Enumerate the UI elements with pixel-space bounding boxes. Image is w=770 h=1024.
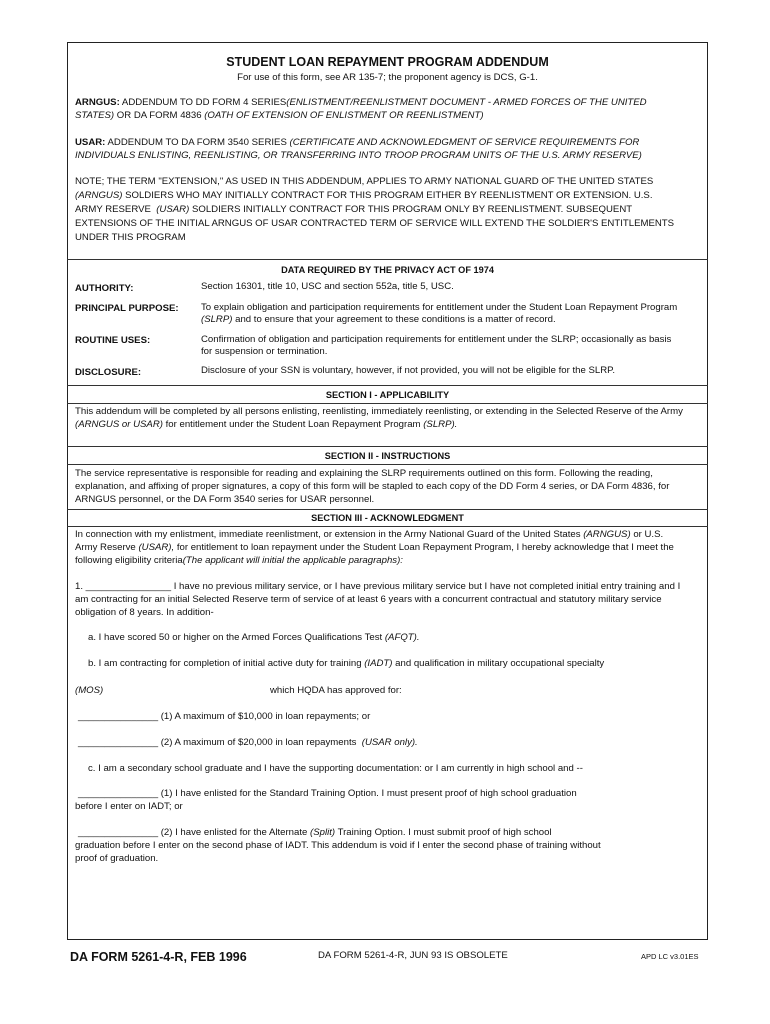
section-1-line-1: This addendum will be completed by all persons enlisting, reenlisting, immediately reenlisting, or extending in the Selected Reserve of the Army xyxy=(75,406,683,417)
section-2-line-3: ARNGUS personnel, or the DA Form 3540 series for USAR personnel. xyxy=(75,494,375,505)
divider xyxy=(67,259,708,260)
section-2-line-2: explanation, and affixing of proper signatures, a copy of this form will be stapled to each copy of the DD Form 4 series, or DA Form 4836, for xyxy=(75,481,670,492)
para-c2-text: _______________ (2) I have enlisted for the Alternate xyxy=(78,827,308,838)
routine-label: ROUTINE USES: xyxy=(75,335,151,346)
arngus-italic-3: (OATH OF EXTENSION OF ENLISTMENT OR REENLISTMENT) xyxy=(204,110,484,121)
para-b xyxy=(88,657,604,671)
intro-text: In connection with my enlistment, immediate reenlistment, or extension in the Army National Guard of the United States xyxy=(75,529,581,540)
section-3-intro-3 xyxy=(75,554,403,568)
privacy-heading: DATA REQUIRED BY THE PRIVACY ACT OF 1974 xyxy=(281,265,494,275)
section-3-heading: SECTION III - ACKNOWLEDGMENT xyxy=(311,513,464,523)
arngus-label: ARNGUS: xyxy=(75,97,120,108)
intro-text-end: or U.S. xyxy=(633,529,664,540)
para-c2-text-b: Training Option. I must submit proof of high school xyxy=(337,827,552,838)
divider xyxy=(67,526,708,527)
intro-text-3: following eligibility criteria xyxy=(75,555,183,566)
para-b2-text: _______________ (2) A maximum of $20,000 in loan repayments xyxy=(78,737,357,748)
mos-text: which HQDA has approved for: xyxy=(270,685,402,696)
para-c2-italic: (Split) xyxy=(310,827,336,838)
disclosure-text: Disclosure of your SSN is voluntary, however, if not provided, you will not be eligible for the SLRP. xyxy=(201,365,615,376)
usar-line-2: INDIVIDUALS ENLISTING, REENLISTING, OR TRANSFERRING INTO TROOP PROGRAM UNITS OF THE U.S. ARMY RESERVE) xyxy=(75,150,642,161)
section-1-italic-end: (SLRP). xyxy=(423,419,458,430)
purpose-italic: (SLRP) xyxy=(201,314,233,325)
form-subtitle: For use of this form, see AR 135-7; the proponent agency is DCS, G-1. xyxy=(237,72,538,83)
para-1-line-1[interactable]: 1. ________________ I have no previous military service, or I have previous military service but I have not completed initial entry training and I xyxy=(75,581,681,592)
authority-text: Section 16301, title 10, USC and section 552a, title 5, USC. xyxy=(201,281,454,292)
divider xyxy=(67,385,708,386)
note-line-5: UNDER THIS PROGRAM xyxy=(75,232,186,243)
para-b-text-2: and qualification in military occupational specialty xyxy=(395,658,605,669)
section-2-line-1: The service representative is responsible for reading and explaining the SLRP requirements outlined on this form. Following the reading, xyxy=(75,468,653,479)
obsolete-note: DA FORM 5261-4-R, JUN 93 IS OBSOLETE xyxy=(318,950,508,961)
intro-italic: (ARNGUS) xyxy=(583,529,631,540)
arngus-text-2: OR DA FORM 4836 xyxy=(116,110,202,121)
para-c2-line-3: proof of graduation. xyxy=(75,853,159,864)
section-3-intro-2 xyxy=(75,541,674,555)
arngus-line-2 xyxy=(75,109,484,123)
divider xyxy=(67,403,708,404)
para-b-italic: (IADT) xyxy=(364,658,393,669)
purpose-text: and to ensure that your agreement to these conditions is a matter of record. xyxy=(235,314,556,325)
version-label: APD LC v3.01ES xyxy=(641,952,699,961)
section-3-intro-1 xyxy=(75,528,663,542)
para-b1[interactable]: _______________ (1) A maximum of $10,000 in loan repayments; or xyxy=(78,711,371,722)
intro-italic-2: (USAR), xyxy=(138,542,175,553)
para-c2-line-1[interactable] xyxy=(78,826,552,840)
para-b2-italic: (USAR only). xyxy=(361,737,418,748)
note-text-3b: SOLDIERS INITIALLY CONTRACT FOR THIS PROGRAM ONLY BY REENLISTMENT. SUBSEQUENT xyxy=(191,204,633,215)
arngus-line-1 xyxy=(75,96,647,110)
form-title: STUDENT LOAN REPAYMENT PROGRAM ADDENDUM xyxy=(226,55,549,69)
purpose-line-1: To explain obligation and participation requirements for entitlement under the Student Loan Repayment Program xyxy=(201,302,678,313)
note-italic: (ARNGUS) xyxy=(75,190,123,201)
para-c1-line-1[interactable]: _______________ (1) I have enlisted for the Standard Training Option. I must present proof of high school graduation xyxy=(78,788,577,799)
purpose-label: PRINCIPAL PURPOSE: xyxy=(75,303,179,314)
note-line-1: NOTE; THE TERM "EXTENSION," AS USED IN THIS ADDENDUM, APPLIES TO ARMY NATIONAL GUARD OF THE UNITED STATES xyxy=(75,176,654,187)
note-text-3a: ARMY RESERVE xyxy=(75,204,151,215)
divider xyxy=(67,509,708,510)
section-1-text: for entitlement under the Student Loan Repayment Program xyxy=(165,419,421,430)
purpose-line-2 xyxy=(201,313,556,327)
note-line-4: EXTENSIONS OF THE INITIAL ARNGUS OF USAR CONTRACTED TERM OF SERVICE WILL EXTEND THE SOLDIER'S ENTITLEMENTS xyxy=(75,218,675,229)
section-1-heading: SECTION I - APPLICABILITY xyxy=(325,390,450,400)
usar-text: ADDENDUM TO DA FORM 3540 SERIES xyxy=(107,137,287,148)
section-1-italic: (ARNGUS or USAR) xyxy=(75,419,163,430)
intro-text-2b: for entitlement to loan repayment under the Student Loan Repayment Program, I hereby acknowledge that I meet the xyxy=(176,542,674,553)
section-1-line-2 xyxy=(75,418,457,432)
para-c2-line-2: graduation before I enter on the second phase of IADT. This addendum is void if I enter the second phase of training without xyxy=(75,840,601,851)
intro-text-2a: Army Reserve xyxy=(75,542,136,553)
disclosure-label: DISCLOSURE: xyxy=(75,367,142,378)
para-1-line-2: am contracting for an initial Selected Reserve term of service of at least 6 years with a concurrent contractual and statutory military service xyxy=(75,594,662,605)
arngus-italic: (ENLISTMENT/REENLISTMENT DOCUMENT - ARMED FORCES OF THE UNITED xyxy=(286,97,647,108)
routine-line-2: for suspension or termination. xyxy=(201,346,328,357)
para-a xyxy=(88,631,420,645)
para-a-italic: (AFQT). xyxy=(384,632,420,643)
authority-label: AUTHORITY: xyxy=(75,283,134,294)
para-b2[interactable] xyxy=(78,736,418,750)
divider xyxy=(67,446,708,447)
note-text: SOLDIERS WHO MAY INITIALLY CONTRACT FOR THIS PROGRAM EITHER BY REENLISTMENT OR EXTENSION. U.S. xyxy=(125,190,653,201)
mos-label: (MOS) xyxy=(75,685,104,696)
usar-label: USAR: xyxy=(75,137,106,148)
usar-line-1 xyxy=(75,136,639,150)
para-b-text: b. I am contracting for completion of initial active duty for training xyxy=(88,658,362,669)
para-c1-line-2: before I enter on IADT; or xyxy=(75,801,183,812)
divider xyxy=(67,464,708,465)
note-line-2 xyxy=(75,189,653,203)
arngus-italic-2: STATES) xyxy=(75,110,115,121)
routine-line-1: Confirmation of obligation and participation requirements for entitlement under the SLRP; occasionally as basis xyxy=(201,334,672,345)
note-italic-3: (USAR) xyxy=(156,204,190,215)
note-line-3 xyxy=(75,203,632,217)
para-1-line-3: obligation of 8 years. In addition- xyxy=(75,607,214,618)
para-c: c. I am a secondary school graduate and I have the supporting documentation: or I am currently in high school and -- xyxy=(88,763,583,774)
intro-italic-3: (The applicant will initial the applicable paragraphs): xyxy=(182,555,403,566)
para-a-text: a. I have scored 50 or higher on the Armed Forces Qualifications Test xyxy=(88,632,383,643)
arngus-text: ADDENDUM TO DD FORM 4 SERIES xyxy=(121,97,287,108)
form-id: DA FORM 5261-4-R, FEB 1996 xyxy=(70,950,247,964)
section-2-heading: SECTION II - INSTRUCTIONS xyxy=(324,451,451,461)
usar-italic: (CERTIFICATE AND ACKNOWLEDGMENT OF SERVICE REQUIREMENTS FOR xyxy=(289,137,640,148)
